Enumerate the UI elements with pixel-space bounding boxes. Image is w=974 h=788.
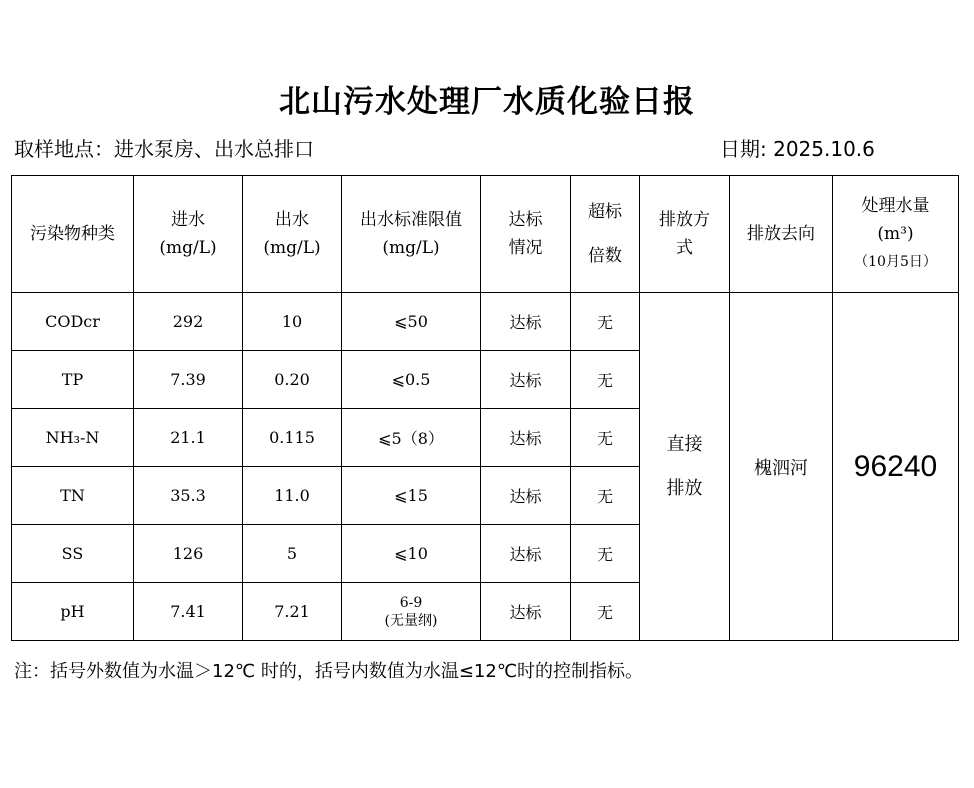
inflow-value: 7.41: [134, 583, 243, 641]
header-volume-label: 处理水量: [861, 196, 930, 216]
limit-value: ⩽15: [342, 467, 481, 525]
status-value: 达标: [481, 351, 571, 409]
exceed-value: 无: [571, 583, 640, 641]
table-row: [12, 293, 959, 351]
header-outflow: [243, 176, 342, 293]
header-inflow-unit: (mg/L): [159, 238, 217, 258]
limit-value: ⩽0.5: [342, 351, 481, 409]
sampling-location: 取样地点：进水泵房、出水总排口: [14, 137, 314, 161]
pollutant-name: TN: [12, 467, 134, 525]
header-inflow: [134, 176, 243, 293]
treated-volume: 96240: [833, 293, 959, 641]
outflow-value: 0.20: [243, 351, 342, 409]
limit-value: [342, 583, 481, 641]
limit-value: ⩽10: [342, 525, 481, 583]
header-outflow-unit: (mg/L): [263, 238, 321, 258]
footnote: 注：括号外数值为水温＞12℃ 时的，括号内数值为水温≤12℃时的控制指标。: [14, 661, 644, 682]
discharge-method-line1: 直接: [666, 433, 703, 455]
pollutant-name: TP: [12, 351, 134, 409]
status-value: 达标: [481, 467, 571, 525]
header-volume-date: （10月5日）: [854, 254, 937, 270]
pollutant-name: pH: [12, 583, 134, 641]
header-limit-unit: (mg/L): [382, 238, 440, 258]
header-limit: [342, 176, 481, 293]
outflow-value: 11.0: [243, 467, 342, 525]
header-method-line1: 排放方: [659, 210, 710, 230]
pollutant-name: NH₃-N: [12, 409, 134, 467]
header-method: [640, 176, 730, 293]
header-exceed-line1: 超标: [588, 202, 622, 222]
limit-range: 6-9: [399, 594, 423, 611]
header-status-line2: 情况: [508, 238, 543, 258]
limit-unit-note: (无量纲): [384, 612, 438, 629]
inflow-value: 35.3: [134, 467, 243, 525]
report-title: 北山污水处理厂水质化验日报: [279, 84, 695, 120]
status-value: 达标: [481, 525, 571, 583]
header-inflow-label: 进水: [171, 210, 205, 230]
pollutant-name: CODcr: [12, 293, 134, 351]
exceed-value: 无: [571, 525, 640, 583]
status-value: 达标: [481, 409, 571, 467]
header-limit-label: 出水标准限值: [360, 210, 462, 230]
header-method-line2: 式: [676, 238, 693, 258]
discharge-method-line2: 排放: [666, 477, 703, 499]
limit-value: ⩽5（8）: [342, 409, 481, 467]
header-exceed: [571, 176, 640, 293]
status-value: 达标: [481, 583, 571, 641]
outflow-value: 0.115: [243, 409, 342, 467]
discharge-method: [640, 293, 730, 641]
inflow-value: 21.1: [134, 409, 243, 467]
discharge-destination: 槐泗河: [730, 293, 833, 641]
report-date: 日期: 2025.10.6: [720, 137, 875, 161]
inflow-value: 126: [134, 525, 243, 583]
outflow-value: 7.21: [243, 583, 342, 641]
exceed-value: 无: [571, 409, 640, 467]
outflow-value: 5: [243, 525, 342, 583]
header-pollutant: 污染物种类: [12, 176, 134, 293]
inflow-value: 292: [134, 293, 243, 351]
header-row: [12, 176, 959, 293]
inflow-value: 7.39: [134, 351, 243, 409]
outflow-value: 10: [243, 293, 342, 351]
water-quality-table: [11, 175, 959, 641]
header-volume: [833, 176, 959, 293]
pollutant-name: SS: [12, 525, 134, 583]
header-destination: 排放去向: [730, 176, 833, 293]
header-outflow-label: 出水: [275, 210, 309, 230]
exceed-value: 无: [571, 293, 640, 351]
header-exceed-line2: 倍数: [588, 246, 622, 266]
header-volume-unit: (m³): [877, 224, 914, 244]
exceed-value: 无: [571, 467, 640, 525]
status-value: 达标: [481, 293, 571, 351]
exceed-value: 无: [571, 351, 640, 409]
header-status-line1: 达标: [508, 210, 543, 230]
header-status: [481, 176, 571, 293]
limit-value: ⩽50: [342, 293, 481, 351]
